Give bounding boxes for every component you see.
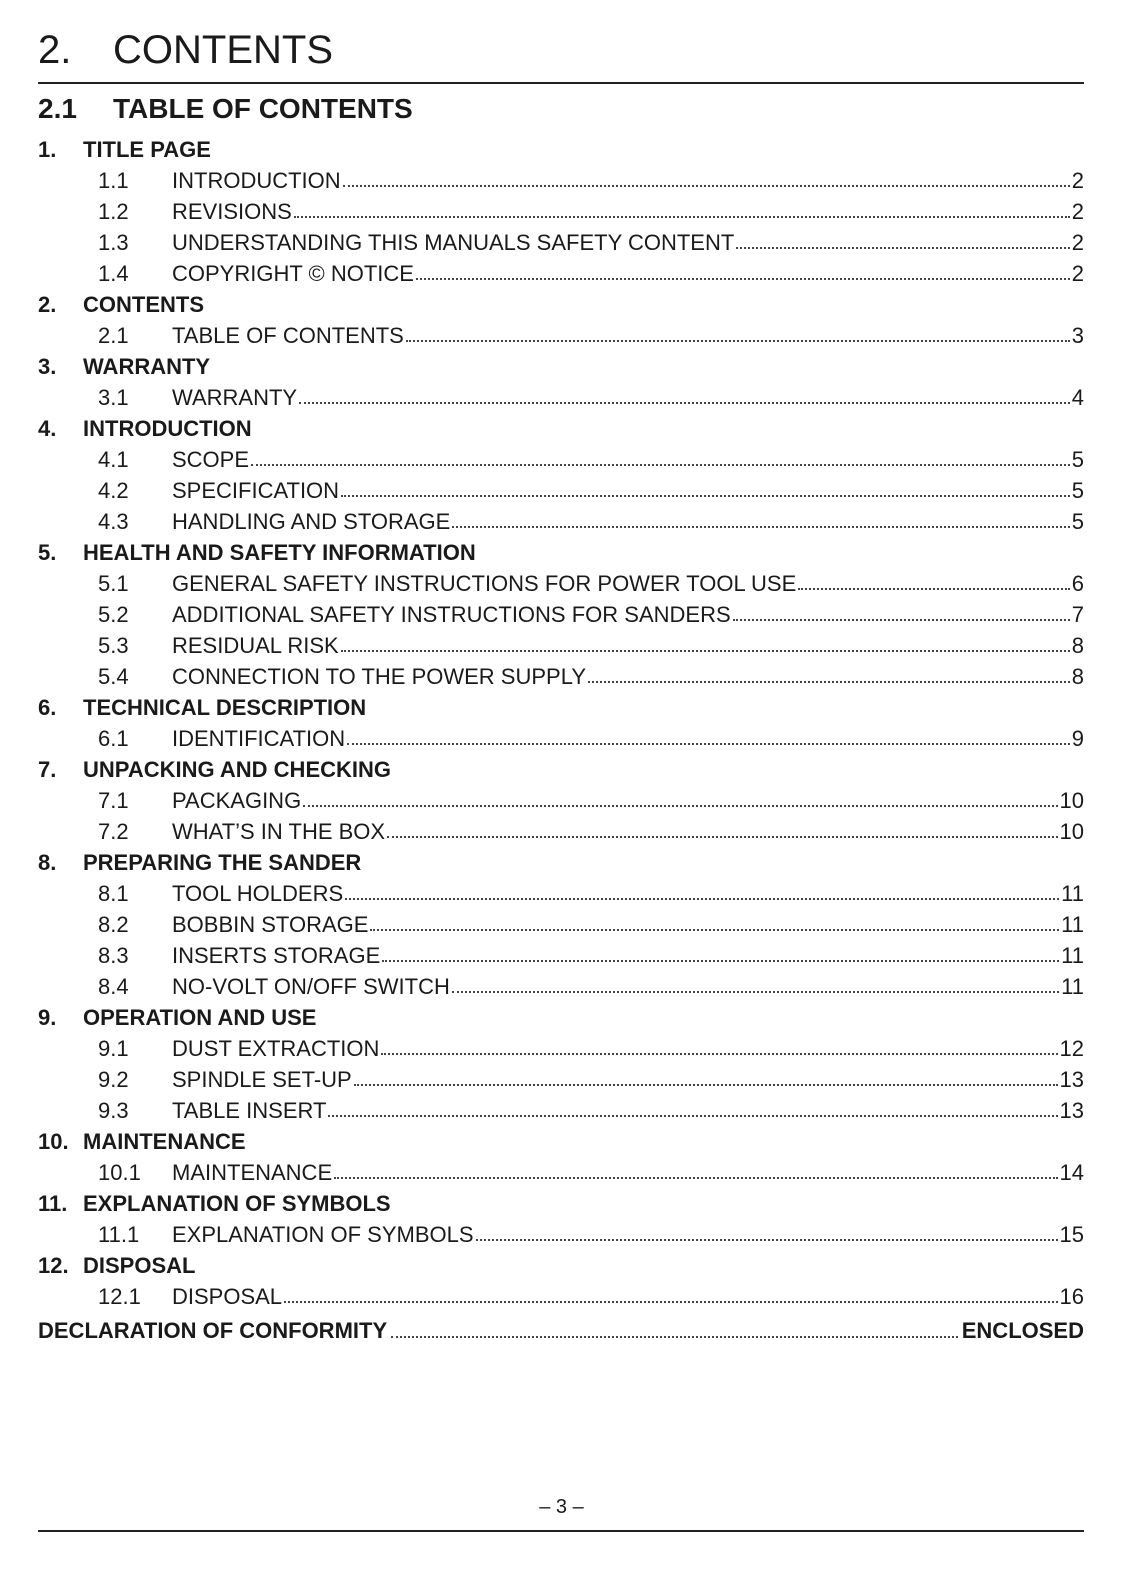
toc-entry[interactable] <box>38 909 1084 940</box>
toc-entry-page: 7 <box>1071 602 1084 627</box>
chapter-number: 2. <box>38 28 72 72</box>
toc-entry-page: 15 <box>1059 1222 1084 1247</box>
toc-entry-page: 5 <box>1071 478 1084 503</box>
toc-section-title: HEALTH AND SAFETY INFORMATION <box>83 540 476 565</box>
toc-entry-title: INTRODUCTION <box>172 168 341 193</box>
dot-leader <box>798 568 1070 590</box>
toc-entry[interactable] <box>38 568 1084 599</box>
toc-entry-number: 8.2 <box>98 912 129 937</box>
toc-section-number: 3. <box>38 354 57 379</box>
toc-section-title: PREPARING THE SANDER <box>83 850 362 875</box>
toc-entry-title: DISPOSAL <box>172 1284 283 1309</box>
toc-entry-page: 5 <box>1071 509 1084 534</box>
toc-section-number: 4. <box>38 416 57 441</box>
toc-entry-number: 8.4 <box>98 974 129 999</box>
toc-section-heading[interactable] <box>38 1250 1084 1281</box>
toc-entry-title: COPYRIGHT © NOTICE <box>172 261 414 286</box>
toc-entry-number: 1.2 <box>98 199 129 224</box>
toc-entry-title: TOOL HOLDERS <box>172 881 344 906</box>
toc-entry-page: 16 <box>1059 1284 1084 1309</box>
toc-entry[interactable] <box>38 320 1084 351</box>
toc-entry-title: RESIDUAL RISK <box>172 633 339 658</box>
toc-entry[interactable] <box>38 1033 1084 1064</box>
page-number: – 3 – <box>539 1496 584 1518</box>
toc-entry-title: REVISIONS <box>172 199 292 224</box>
dot-leader <box>334 1157 1057 1179</box>
toc-entry-title: TABLE INSERT <box>172 1098 327 1123</box>
toc-entry[interactable] <box>38 661 1084 692</box>
toc-entry-page: 9 <box>1071 726 1084 751</box>
dot-leader <box>416 258 1070 280</box>
dot-leader <box>251 444 1070 466</box>
toc-section-heading[interactable] <box>38 413 1084 444</box>
dot-leader <box>294 196 1070 218</box>
toc-entry-number: 11.1 <box>98 1222 140 1247</box>
toc-entry-page: 11 <box>1061 881 1084 906</box>
toc-entry-page: 4 <box>1071 385 1084 410</box>
toc-entry[interactable] <box>38 878 1084 909</box>
toc-section-number: 1. <box>38 137 57 162</box>
toc-entry-number: 1.1 <box>98 168 129 193</box>
toc-entry-page: 11 <box>1061 943 1084 968</box>
toc-entry[interactable] <box>38 475 1084 506</box>
toc-entry[interactable] <box>38 785 1084 816</box>
toc-entry-page: 3 <box>1071 323 1084 348</box>
toc-entry[interactable] <box>38 196 1084 227</box>
chapter-title: CONTENTS <box>113 28 333 72</box>
toc-entry-page: 6 <box>1071 571 1084 596</box>
toc-entry[interactable] <box>38 630 1084 661</box>
toc-section-title: WARRANTY <box>83 354 211 379</box>
toc-entry-page: 10 <box>1059 819 1084 844</box>
toc-section-heading[interactable] <box>38 1002 1084 1033</box>
dot-leader <box>406 320 1070 342</box>
toc-entry[interactable] <box>38 1281 1084 1312</box>
toc-entry-title: UNDERSTANDING THIS MANUALS SAFETY CONTENT <box>172 230 735 255</box>
dot-leader <box>343 165 1070 187</box>
toc-entry-title: ADDITIONAL SAFETY INSTRUCTIONS FOR SANDERS <box>172 602 731 627</box>
toc-entry[interactable] <box>38 723 1084 754</box>
toc-entry-number: 7.1 <box>98 788 129 813</box>
toc-section-number: 6. <box>38 695 57 720</box>
toc-entry-title: SPECIFICATION <box>172 478 340 503</box>
dot-leader <box>328 1095 1057 1117</box>
toc-section-number: 10. <box>38 1129 69 1154</box>
dot-leader <box>341 630 1070 652</box>
toc-section-heading[interactable] <box>38 289 1084 320</box>
toc-entry-title: GENERAL SAFETY INSTRUCTIONS FOR POWER TOOL USE <box>172 571 797 596</box>
section-title: TABLE OF CONTENTS <box>113 93 413 124</box>
toc-entry-page: 8 <box>1071 664 1084 689</box>
toc-entry[interactable] <box>38 165 1084 196</box>
toc-section-number: 5. <box>38 540 57 565</box>
section-header <box>38 92 1084 128</box>
toc-section-number: 8. <box>38 850 57 875</box>
table-of-contents <box>38 134 1084 1348</box>
dot-leader <box>303 785 1057 807</box>
toc-entry-number: 5.4 <box>98 664 129 689</box>
toc-entry[interactable] <box>38 506 1084 537</box>
toc-entry[interactable] <box>38 599 1084 630</box>
toc-entry-title: SCOPE <box>172 447 250 472</box>
toc-entry-page: 10 <box>1059 788 1084 813</box>
toc-section-heading[interactable] <box>38 351 1084 382</box>
toc-entry-title: CONNECTION TO THE POWER SUPPLY <box>172 664 586 689</box>
toc-entry-number: 4.2 <box>98 478 129 503</box>
toc-section-heading[interactable] <box>38 537 1084 568</box>
toc-section-title: TITLE PAGE <box>83 137 211 162</box>
toc-section-title: MAINTENANCE <box>83 1129 246 1154</box>
toc-entry[interactable] <box>38 1064 1084 1095</box>
toc-section-number: 7. <box>38 757 57 782</box>
toc-entry-title: EXPLANATION OF SYMBOLS <box>172 1222 474 1247</box>
toc-entry-title: MAINTENANCE <box>172 1160 333 1185</box>
toc-entry-title: DUST EXTRACTION <box>172 1036 380 1061</box>
toc-section-number: 12. <box>38 1253 69 1278</box>
toc-entry-page: 5 <box>1071 447 1084 472</box>
toc-entry-page: 13 <box>1059 1067 1084 1092</box>
toc-entry-number: 9.1 <box>98 1036 129 1061</box>
dot-leader <box>476 1219 1058 1241</box>
section-number: 2.1 <box>38 93 77 124</box>
toc-entry-number: 2.1 <box>98 323 129 348</box>
toc-section-number: 9. <box>38 1005 57 1030</box>
toc-entry-number: 5.3 <box>98 633 129 658</box>
toc-entry-page: 11 <box>1061 974 1084 999</box>
dot-leader <box>382 940 1059 962</box>
dot-leader <box>341 475 1070 497</box>
dot-leader <box>733 599 1070 621</box>
toc-entry-title: SPINDLE SET-UP <box>172 1067 352 1092</box>
toc-entry[interactable] <box>38 940 1084 971</box>
toc-entry-title: HANDLING AND STORAGE <box>172 509 451 534</box>
toc-section-heading[interactable] <box>38 134 1084 165</box>
toc-entry-number: 4.3 <box>98 509 129 534</box>
toc-entry-page: 11 <box>1061 912 1084 937</box>
toc-entry[interactable] <box>38 971 1084 1002</box>
toc-entry-number: 8.1 <box>98 881 129 906</box>
toc-entry-title: PACKAGING <box>172 788 302 813</box>
toc-entry[interactable] <box>38 444 1084 475</box>
toc-entry-page: 13 <box>1059 1098 1084 1123</box>
toc-entry[interactable] <box>38 382 1084 413</box>
toc-entry[interactable] <box>38 227 1084 258</box>
toc-section-title: CONTENTS <box>83 292 204 317</box>
dot-leader <box>299 382 1070 404</box>
dot-leader <box>452 971 1059 993</box>
toc-entry-page: 2 <box>1071 261 1084 286</box>
toc-entry[interactable] <box>38 1095 1084 1126</box>
toc-section-heading[interactable] <box>38 1188 1084 1219</box>
dot-leader <box>452 506 1069 528</box>
toc-entry[interactable] <box>38 816 1084 847</box>
footer-divider <box>38 1530 1084 1532</box>
dot-leader <box>588 661 1070 683</box>
toc-entry-page: 12 <box>1059 1036 1084 1061</box>
toc-declaration[interactable] <box>38 1314 1084 1348</box>
toc-entry-number: 7.2 <box>98 819 129 844</box>
toc-entry-number: 12.1 <box>98 1284 141 1309</box>
toc-entry-title: WHAT’S IN THE BOX <box>172 819 386 844</box>
toc-entry-title: TABLE OF CONTENTS <box>172 323 404 348</box>
toc-entry-number: 5.2 <box>98 602 129 627</box>
toc-section-heading[interactable] <box>38 847 1084 878</box>
toc-entry-page: 8 <box>1071 633 1084 658</box>
toc-section-title: TECHNICAL DESCRIPTION <box>83 695 367 720</box>
dot-leader <box>345 878 1059 900</box>
toc-section-title: DISPOSAL <box>83 1253 196 1278</box>
toc-entry[interactable] <box>38 258 1084 289</box>
dot-leader <box>381 1033 1057 1055</box>
toc-section-heading[interactable] <box>38 692 1084 723</box>
dot-leader <box>284 1281 1057 1303</box>
toc-entry-number: 10.1 <box>98 1160 141 1185</box>
toc-section-title: INTRODUCTION <box>83 416 252 441</box>
toc-section-heading[interactable] <box>38 754 1084 785</box>
toc-entry-number: 1.4 <box>98 261 129 286</box>
toc-section-title: EXPLANATION OF SYMBOLS <box>83 1191 391 1216</box>
toc-entry-page: 14 <box>1059 1160 1084 1185</box>
toc-entry-number: 9.2 <box>98 1067 129 1092</box>
toc-section-title: UNPACKING AND CHECKING <box>83 757 391 782</box>
toc-entry-page: 2 <box>1071 199 1084 224</box>
toc-entry-number: 8.3 <box>98 943 129 968</box>
toc-entry-title: NO-VOLT ON/OFF SWITCH <box>172 974 450 999</box>
dot-leader <box>387 816 1057 838</box>
toc-entry-number: 3.1 <box>98 385 129 410</box>
toc-entry-page: 2 <box>1071 230 1084 255</box>
declaration-page: ENCLOSED <box>961 1318 1084 1343</box>
toc-entry[interactable] <box>38 1219 1084 1250</box>
toc-entry-number: 9.3 <box>98 1098 129 1123</box>
toc-entry-title: BOBBIN STORAGE <box>172 912 369 937</box>
toc-entry-page: 2 <box>1071 168 1084 193</box>
toc-entry-number: 4.1 <box>98 447 129 472</box>
declaration-title: DECLARATION OF CONFORMITY <box>38 1318 388 1343</box>
dot-leader <box>391 1314 958 1338</box>
dot-leader <box>736 227 1069 249</box>
toc-entry-number: 5.1 <box>98 571 129 596</box>
page-header <box>38 26 1084 84</box>
dot-leader <box>354 1064 1058 1086</box>
toc-section-title: OPERATION AND USE <box>83 1005 317 1030</box>
toc-entry-title: INSERTS STORAGE <box>172 943 381 968</box>
toc-section-heading[interactable] <box>38 1126 1084 1157</box>
toc-section-number: 2. <box>38 292 57 317</box>
dot-leader <box>347 723 1070 745</box>
toc-entry[interactable] <box>38 1157 1084 1188</box>
toc-entry-number: 1.3 <box>98 230 129 255</box>
toc-section-number: 11. <box>38 1191 68 1216</box>
toc-entry-number: 6.1 <box>98 726 129 751</box>
dot-leader <box>370 909 1059 931</box>
toc-entry-title: IDENTIFICATION <box>172 726 346 751</box>
toc-entry-title: WARRANTY <box>172 385 298 410</box>
